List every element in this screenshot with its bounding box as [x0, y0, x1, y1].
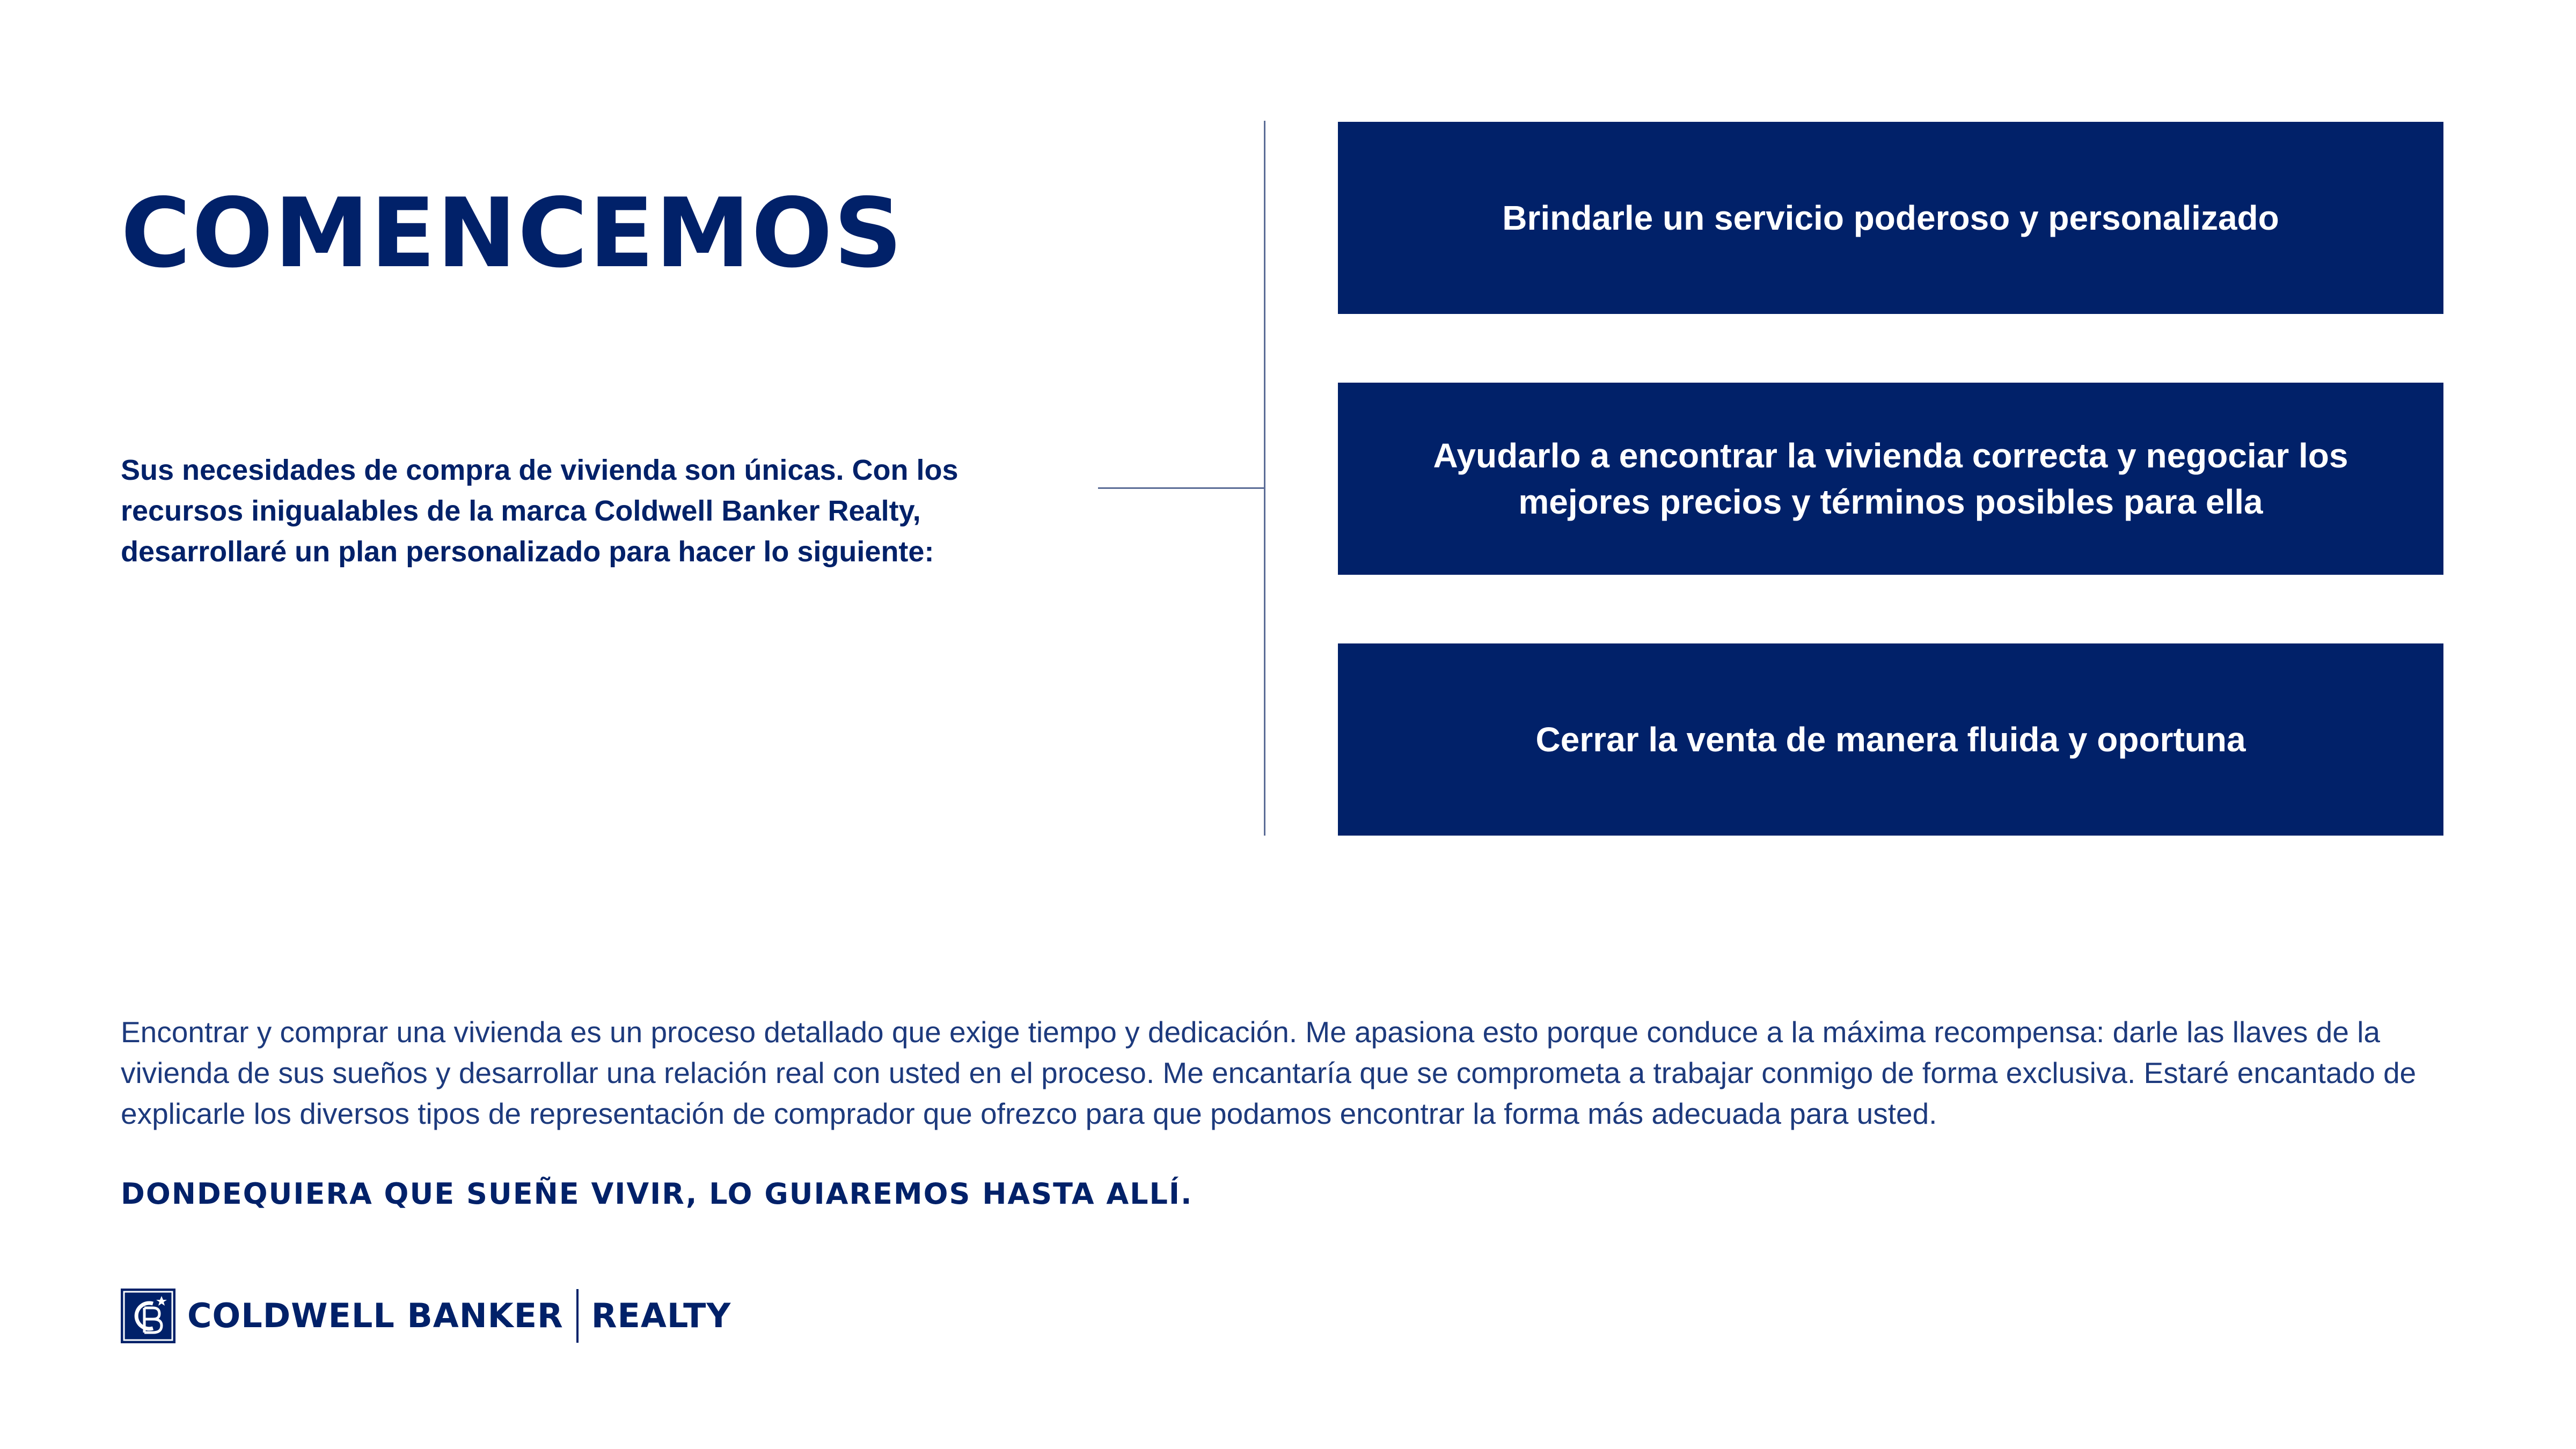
brand-logo: [121, 1288, 731, 1344]
brand-sub: REALTY: [591, 1296, 731, 1335]
tagline: DONDEQUIERA QUE SUEÑE VIVIR, LO GUIAREMOS HASTA ALLÍ.: [121, 1177, 1193, 1211]
brand-divider: [576, 1289, 579, 1343]
connector-horizontal-line: [1098, 487, 1265, 489]
intro-text: Sus necesidades de compra de vivienda son únicas. Con los recursos inigualables de la marca Coldwell Banker Realty, desarrollaré un plan personalizado para hacer lo siguiente:: [121, 454, 958, 568]
brand-name: COLDWELL BANKER: [187, 1296, 564, 1335]
goal-label: Ayudarlo a encontrar la vivienda correcta y negociar los mejores precios y términos posibles para ella: [1433, 436, 2348, 521]
cb-monogram-icon: [121, 1289, 175, 1343]
connector-vertical-line: [1264, 121, 1265, 836]
page-title: COMENCEMOS: [121, 178, 904, 289]
goal-box-1: [1338, 122, 2443, 314]
goal-label: Cerrar la venta de manera fluida y oportuna: [1535, 720, 2246, 759]
goal-label: Brindarle un servicio poderoso y personalizado: [1502, 199, 2279, 237]
goal-box-3: [1338, 643, 2443, 836]
body-paragraph: Encontrar y comprar una vivienda es un proceso detallado que exige tiempo y dedicación. Me apasiona esto porque conduce a la máxima recompensa: darle las llaves de la vivienda de sus sueños y desarrollar una relación real con usted en el proceso. Me encantaría que se comprometa a trabajar conmigo de forma exclusiva. Estaré encantado de explicarle los diversos tipos de representación de comprador que ofrezco para que podamos encontrar la forma más adecuada para usted.: [121, 1015, 2417, 1130]
goal-box-2: [1338, 383, 2443, 575]
